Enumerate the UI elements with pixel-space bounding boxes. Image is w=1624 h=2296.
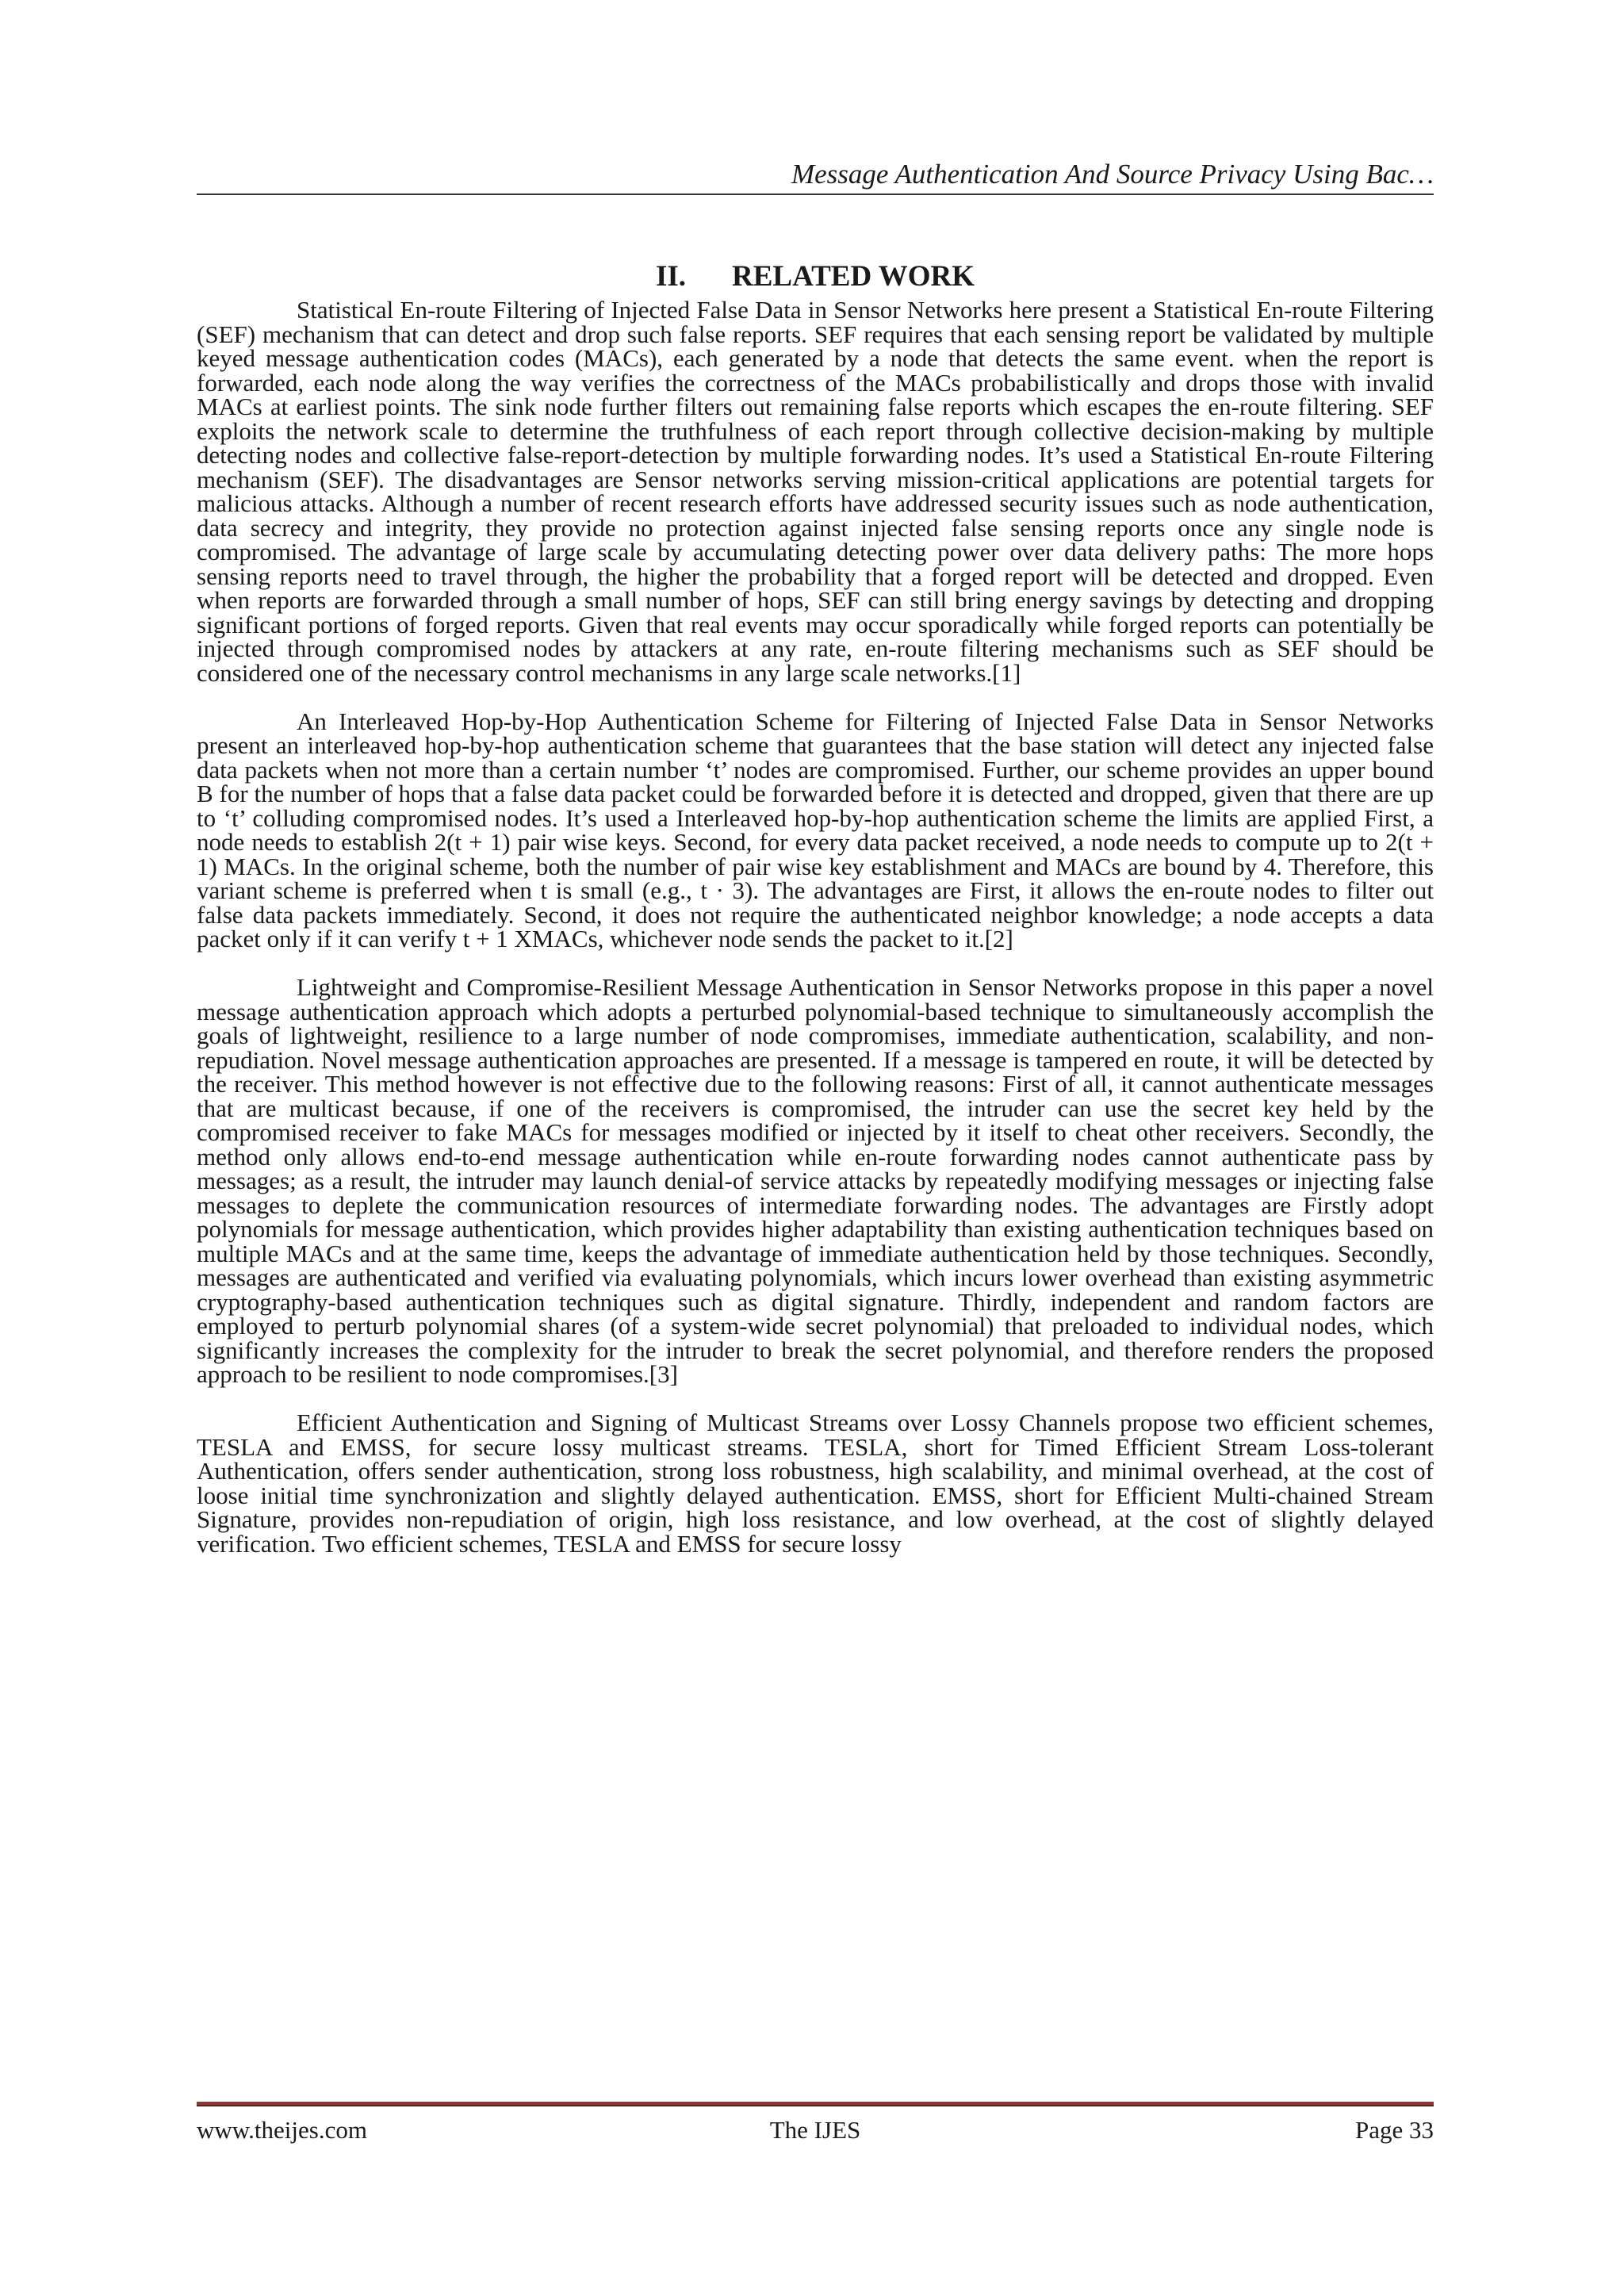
page-footer <box>197 2113 1434 2148</box>
paragraph-multicast-streams: Efficient Authentication and Signing of Multicast Streams over Lossy Channels propose two efficient schemes, TESLA and EMSS, for secure lossy multicast streams. TESLA, short for Timed Efficient Stream Loss-tolerant Authentication, offers sender authentication, strong loss robustness, high scalability, and minimal overhead, at the cost of loose initial time synchronization and slightly delayed authentication. EMSS, short for Efficient Multi-chained Stream Signature, provides non-repudiation of origin, high loss resistance, and low overhead, at the cost of slightly delayed verification. Two efficient schemes, TESLA and EMSS for secure lossy <box>197 1409 1434 1558</box>
paragraph-lightweight-authentication: Lightweight and Compromise-Resilient Message Authentication in Sensor Networks propose in this paper a novel message authentication approach which adopts a perturbed polynomial-based technique to simultaneously accomplish the goals of lightweight, resilience to a large number of node compromises, immediate authentication, scalability, and non-repudiation. Novel message authentication approaches are presented. If a message is tampered en route, it will be detected by the receiver. This method however is not effective due to the following reasons: First of all, it cannot authenticate messages that are multicast because, if one of the receivers is compromised, the intruder can use the secret key held by the compromised receiver to fake MACs for messages modified or injected by it itself to cheat other receivers. Secondly, the method only allows end-to-end message authentication while en-route forwarding nodes cannot authenticate pass by messages; as a result, the intruder may launch denial-of service attacks by repeatedly modifying messages or injecting false messages to deplete the communication resources of intermediate forwarding nodes. The advantages are Firstly adopt polynomials for message authentication, which provides higher adaptability than existing authentication techniques based on multiple MACs and at the same time, keeps the advantage of immediate authentication held by those techniques. Secondly, messages are authenticated and verified via evaluating polynomials, which incurs lower overhead than existing asymmetric cryptography-based authentication techniques such as digital signature. Thirdly, independent and random factors are employed to perturb polynomial shares (of a system-wide secret polynomial) that preloaded to individual nodes, which significantly increases the complexity for the intruder to break the secret polynomial, and therefore renders the proposed approach to be resilient to node compromises.[3] <box>197 973 1434 1388</box>
body-text <box>197 298 1434 1581</box>
header-rule <box>197 194 1434 195</box>
running-header <box>197 151 1434 198</box>
section-title: RELATED WORK <box>732 260 975 293</box>
footer-page-number: Page 33 <box>1354 2116 1434 2144</box>
footer-rule <box>197 2102 1434 2106</box>
footer-website: www.theijes.com <box>197 2116 367 2144</box>
section-heading <box>197 258 1434 296</box>
paragraph-sef: Statistical En-route Filtering of Injected False Data in Sensor Networks here present a Statistical En-route Filtering (SEF) mechanism that can detect and drop such false reports. SEF requires that each sensing report be validated by multiple keyed message authentication codes (MACs), each generated by a node that detects the same event. when the report is forwarded, each node along the way verifies the correctness of the MACs probabilistically and drops those with invalid MACs at earliest points. The sink node further filters out remaining false reports which escapes the en-route filtering. SEF exploits the network scale to determine the truthfulness of each report through collective decision-making by multiple detecting nodes and collective false-report-detection by multiple forwarding nodes. It’s used a Statistical En-route Filtering mechanism (SEF). The disadvantages are Sensor networks serving mission-critical applications are potential targets for malicious attacks. Although a number of recent research efforts have addressed security issues such as node authentication, data secrecy and integrity, they provide no protection against injected false sensing reports once any single node is compromised. The advantage of large scale by accumulating detecting power over data delivery paths: The more hops sensing reports need to travel through, the higher the probability that a forged report will be detected and dropped. Even when reports are forwarded through a small number of hops, SEF can still bring energy savings by detecting and dropping significant portions of forged reports. Given that real events may occur sporadically while forged reports can potentially be injected through compromised nodes by attackers at any rate, en-route filtering mechanisms such as SEF should be considered one of the necessary control mechanisms in any large scale networks.[1] <box>197 296 1434 687</box>
section-number: II. <box>655 260 687 293</box>
footer-journal: The IJES <box>769 2116 861 2144</box>
paragraph-interleaved-hop-by-hop: An Interleaved Hop-by-Hop Authentication Scheme for Filtering of Injected False Data in Sensor Networks present an interleaved hop-by-hop authentication scheme that guarantees that the base station will detect any injected false data packets when not more than a certain number ‘t’ nodes are compromised. Further, our scheme provides an upper bound B for the number of hops that a false data packet could be forwarded before it is detected and dropped, given that there are up to ‘t’ colluding compromised nodes. It’s used a Interleaved hop-by-hop authentication scheme the limits are applied First, a node needs to establish 2(t + 1) pair wise keys. Second, for every data packet received, a node needs to compute up to 2(t + 1) MACs. In the original scheme, both the number of pair wise key establishment and MACs are bound by 4. Therefore, this variant scheme is preferred when t is small (e.g., t · 3). The advantages are First, it allows the en-route nodes to filter out false data packets immediately. Second, it does not require the authenticated neighbor knowledge; a node accepts a data packet only if it can verify t + 1 XMACs, whichever node sends the packet to it.[2] <box>197 707 1434 953</box>
running-title: Message Authentication And Source Privacy Using Bac… <box>791 159 1434 190</box>
